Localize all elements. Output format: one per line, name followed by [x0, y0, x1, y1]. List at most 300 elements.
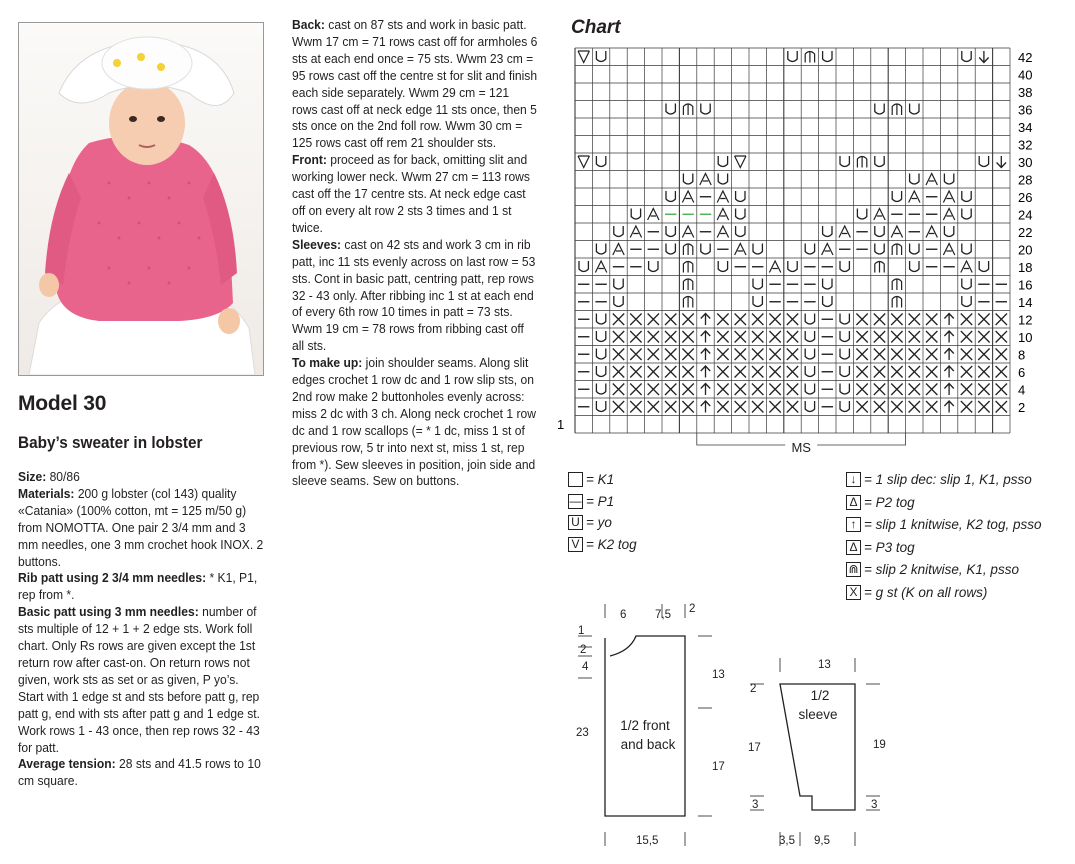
gst-symbol [926, 384, 937, 396]
p3tog-symbol [682, 191, 693, 203]
materials-paragraph [18, 486, 264, 571]
chart-row-number: 42 [1018, 49, 1033, 65]
gst-symbol [682, 314, 693, 326]
yo-symbol [614, 226, 623, 237]
dim-right-13: 13 [712, 669, 725, 681]
chart-row-number: 36 [1018, 102, 1033, 118]
gst-symbol [996, 401, 1007, 413]
gst-symbol [630, 331, 641, 343]
instructions-paragraph [292, 152, 538, 237]
yo-symbol [596, 401, 605, 412]
yo-symbol [631, 209, 640, 220]
legend-row-slipdec [846, 472, 1032, 487]
gst-symbol [769, 331, 780, 343]
yo-symbol [805, 314, 814, 325]
p3tog-symbol [630, 226, 641, 238]
dim-front-top-6: 6 [620, 609, 627, 621]
materials-paragraph-text: number of sts multiple of 12 + 1 + 2 edge sts. Work foll chart. Only Rs rows are given except the 1st return row after cast-on. On return rows not given, work sts as set or as given, P yo’s. Start with 1 edge st and sts before patt g, rep patt g, end with sts after patt g and 1 edge st. Work rows 1 - 43 once, then rep rows 32 - 43 for patt. [18, 604, 260, 755]
gst-symbol [648, 384, 659, 396]
chart-row-number: 6 [1018, 364, 1026, 380]
slipdec-symbol [979, 51, 988, 63]
chart-row-number: 18 [1018, 259, 1033, 275]
yo-symbol [666, 191, 675, 202]
yo-symbol [962, 191, 971, 202]
gst-symbol [769, 401, 780, 413]
legend-text: = g st (K on all rows) [864, 584, 988, 600]
yo-symbol [614, 279, 623, 290]
k2tog-symbol [578, 51, 589, 63]
slipk2-symbol [701, 331, 710, 343]
gst-symbol [909, 384, 920, 396]
dim-sleeve-right-3: 3 [871, 799, 878, 811]
gst-symbol [717, 349, 728, 361]
yo-symbol [805, 384, 814, 395]
gst-symbol [613, 349, 624, 361]
gst-symbol [630, 401, 641, 413]
gst-symbol [926, 401, 937, 413]
yo-symbol [683, 174, 692, 185]
materials-paragraph-label: Basic patt using 3 mm needles: [18, 604, 199, 620]
gst-symbol [856, 349, 867, 361]
gst-symbol [682, 331, 693, 343]
yo-symbol [979, 156, 988, 167]
yo-symbol [910, 261, 919, 272]
slip2-symbol [875, 262, 884, 273]
materials-paragraph-label: Average tension: [18, 756, 116, 772]
chart-row-number: 28 [1018, 172, 1033, 188]
slip2-symbol [892, 244, 901, 255]
gst-symbol [856, 366, 867, 378]
yo-symbol [736, 209, 745, 220]
chart-row-number: 30 [1018, 154, 1033, 170]
instructions-text-column [292, 17, 538, 490]
gst-symbol [752, 384, 763, 396]
legend-text: = K1 [586, 472, 615, 487]
yo-symbol [840, 261, 849, 272]
gst-symbol [996, 331, 1007, 343]
slip2-symbol [857, 157, 866, 168]
chart-symbols [578, 51, 1007, 413]
slipk2-icon: ↑ [846, 517, 861, 532]
chart-row-number: 2 [1018, 399, 1026, 415]
dim-right-17: 17 [712, 761, 725, 773]
dim-left-4: 4 [582, 661, 589, 673]
gst-symbol [874, 314, 885, 326]
gst-symbol [665, 331, 676, 343]
yo-symbol [753, 296, 762, 307]
yo-symbol [805, 366, 814, 377]
gst-symbol [961, 314, 972, 326]
yo-symbol [840, 366, 849, 377]
yo-symbol [736, 226, 745, 237]
yo-symbol [910, 104, 919, 115]
chart-row-number-1: 1 [557, 417, 565, 432]
legend-text: = slip 1 knitwise, K2 tog, psso [864, 517, 1042, 532]
gst-symbol [752, 366, 763, 378]
gst-symbol [996, 349, 1007, 361]
gst-symbol [926, 366, 937, 378]
gst-symbol [682, 384, 693, 396]
gst-symbol [630, 384, 641, 396]
yo-symbol [962, 209, 971, 220]
gst-symbol [926, 331, 937, 343]
slipk2-symbol [944, 401, 953, 413]
model-title: Model 30 [18, 392, 107, 415]
gst-symbol [648, 314, 659, 326]
gst-symbol [682, 401, 693, 413]
yo-symbol [753, 279, 762, 290]
gst-symbol [909, 401, 920, 413]
slipk2-symbol [701, 384, 710, 396]
gst-symbol [648, 401, 659, 413]
p3tog-symbol [891, 226, 902, 238]
legend-right [846, 472, 1071, 612]
slipdec-icon: ↓ [846, 472, 861, 487]
p3tog-symbol [717, 209, 728, 221]
legend-text: = yo [586, 515, 612, 530]
gst-symbol [735, 349, 746, 361]
p3tog-symbol [943, 209, 954, 221]
chart-row-number: 20 [1018, 242, 1033, 258]
materials-paragraph-label: Materials: [18, 485, 75, 501]
slip2-symbol [892, 104, 901, 115]
front-back-label-2: and back [620, 737, 676, 752]
yo-symbol [736, 191, 745, 202]
yo-symbol [701, 244, 710, 255]
gst-symbol [665, 349, 676, 361]
gst-symbol [665, 401, 676, 413]
p3tog-symbol [700, 174, 711, 186]
gst-symbol [874, 331, 885, 343]
yo-symbol [718, 156, 727, 167]
yo-symbol [962, 244, 971, 255]
dim-sleeve-left-3: 3 [752, 799, 759, 811]
gst-symbol [891, 349, 902, 361]
sleeve-label-2: sleeve [798, 707, 838, 722]
p3tog-symbol [648, 209, 659, 221]
yo-symbol [875, 104, 884, 115]
yo-symbol [840, 156, 849, 167]
p3tog-symbol [735, 244, 746, 256]
slip2-icon: ⋒ [846, 562, 861, 577]
gst-symbol [717, 331, 728, 343]
gst-symbol [961, 331, 972, 343]
gst-symbol [752, 401, 763, 413]
yo-symbol [805, 244, 814, 255]
dim-left-1: 1 [578, 625, 585, 637]
gst-symbol [978, 331, 989, 343]
gst-symbol [978, 314, 989, 326]
yo-symbol [718, 174, 727, 185]
yo-symbol [596, 314, 605, 325]
yo-symbol [596, 156, 605, 167]
yo-symbol [666, 226, 675, 237]
chart-row-number: 8 [1018, 347, 1026, 363]
instructions-paragraph-text: proceed as for back, omitting slit and working lower neck. Wwm 27 cm = 113 rows cast off the 17 centre sts. At neck edge cast off on every alt row 2 sts 3 times and 1 st twice. [292, 152, 530, 235]
dim-left-23: 23 [576, 727, 589, 739]
gst-symbol [856, 401, 867, 413]
legend-text: = P2 tog [864, 494, 915, 510]
gst-symbol [978, 384, 989, 396]
slip2-symbol [805, 52, 814, 63]
dim-sleeve-left-17: 17 [748, 742, 761, 754]
gst-symbol [648, 349, 659, 361]
slip2-symbol [683, 297, 692, 308]
k1-icon [568, 472, 583, 487]
slipk2-symbol [701, 366, 710, 378]
gst-symbol [787, 331, 798, 343]
chart-row-number: 22 [1018, 224, 1033, 240]
k2tog-symbol [735, 156, 746, 168]
instructions-paragraph-text: join shoulder seams. Along slit edges crochet 1 row dc and 1 row slip sts, on 2nd row make 2 buttonholes evenly across: miss 2 dc with 3 ch. Along neck crochet 1 row dc and 1 row scallops (= * 1 dc, miss 1 st of previous row, 5 tr into next st, miss 1 st, rep from *). Sew sleeves in position, join side and sleeve seams. Sew on buttons. [292, 355, 536, 489]
gst-symbol [909, 331, 920, 343]
gst-symbol [717, 314, 728, 326]
chart-row-number: 4 [1018, 382, 1026, 398]
legend-row-p1 [568, 494, 614, 509]
gst-symbol [891, 384, 902, 396]
gst-symbol [769, 366, 780, 378]
chart-row-number: 12 [1018, 312, 1033, 328]
slip2-symbol [683, 262, 692, 273]
instructions-paragraph-label: To make up: [292, 355, 363, 371]
instructions-paragraph [292, 17, 538, 152]
yo-symbol [788, 51, 797, 62]
yo-symbol [614, 296, 623, 307]
yo-symbol [666, 244, 675, 255]
p3tog-symbol [874, 209, 885, 221]
legend-row-slip2 [846, 562, 1019, 577]
baby-photo [18, 22, 264, 376]
gst-symbol [996, 366, 1007, 378]
gst-symbol [909, 349, 920, 361]
slipk2-symbol [944, 384, 953, 396]
yo-symbol [944, 226, 953, 237]
gst-symbol [961, 366, 972, 378]
slipk2-symbol [701, 314, 710, 326]
gst-symbol [630, 366, 641, 378]
dim-sleeve-bottom-3-5: 3,5 [779, 835, 795, 847]
legend-text: = K2 tog [586, 536, 637, 552]
gst-symbol [682, 366, 693, 378]
gst-symbol [978, 349, 989, 361]
materials-paragraph [18, 570, 264, 604]
yo-symbol [596, 349, 605, 360]
p3tog-symbol [839, 226, 850, 238]
pattern-subtitle: Baby’s sweater in lobster [18, 434, 203, 452]
p3tog-symbol [909, 191, 920, 203]
dim-bottom-15-5: 15,5 [636, 835, 659, 847]
gst-symbol [613, 331, 624, 343]
gst-symbol [613, 401, 624, 413]
instructions-paragraph-text: cast on 87 sts and work in basic patt. Wwm 17 cm = 71 rows cast off for armholes 6 sts at each end once = 75 sts. Wwm 23 cm = 95 rows cast off the centre st for slit and finish each side separately. Wwm 29 cm = 121 rows cast off at neck edge 11 sts once, then 5 sts once on the 2nd foll row. Wwm 30 cm = 125 rows cast off rem 21 shoulder sts. [292, 17, 538, 151]
yo-symbol [875, 156, 884, 167]
gst-symbol [856, 384, 867, 396]
gst-symbol [787, 401, 798, 413]
yo-symbol [979, 261, 988, 272]
chart-row-number: 14 [1018, 294, 1033, 310]
gst-symbol [787, 384, 798, 396]
dim-left-2: 2 [580, 644, 587, 656]
slipk2-symbol [944, 331, 953, 343]
instructions-paragraph-label: Sleeves: [292, 236, 342, 252]
dim-front-top-7-5: 7,5 [655, 609, 671, 621]
slip2-symbol [683, 104, 692, 115]
slipk2-symbol [944, 349, 953, 361]
gst-symbol [874, 384, 885, 396]
garment-schematics [560, 596, 920, 858]
legend-row-k1 [568, 472, 614, 487]
materials-paragraph-label: Size: [18, 469, 47, 484]
gst-symbol [926, 349, 937, 361]
k2tog-icon: V [568, 537, 583, 552]
yo-symbol [823, 226, 832, 237]
p3tog-symbol [926, 174, 937, 186]
slipk2-symbol [944, 314, 953, 326]
legend-left [568, 472, 788, 562]
legend-row-slipk2 [846, 517, 1041, 532]
slipk2-symbol [701, 401, 710, 413]
gst-symbol [787, 314, 798, 326]
slipk2-symbol [701, 349, 710, 361]
gst-symbol [630, 314, 641, 326]
gst-symbol [613, 384, 624, 396]
yo-symbol [701, 104, 710, 115]
yo-symbol [875, 244, 884, 255]
gst-symbol [874, 349, 885, 361]
p3tog-symbol [595, 261, 606, 273]
slipdec-symbol [997, 156, 1006, 168]
gst-symbol [735, 331, 746, 343]
gst-symbol [891, 331, 902, 343]
gst-symbol [996, 384, 1007, 396]
yo-symbol [823, 296, 832, 307]
legend-row-k2tog [568, 537, 637, 552]
front-back-label-1: 1/2 front [620, 718, 670, 733]
yo-symbol [596, 366, 605, 377]
legend-text: = slip 2 knitwise, K1, psso [864, 562, 1019, 577]
gst-symbol [874, 366, 885, 378]
dim-front-top-2: 2 [689, 603, 696, 615]
yo-symbol [840, 349, 849, 360]
gst-symbol [648, 331, 659, 343]
gst-icon: X [846, 585, 861, 600]
yo-symbol [962, 296, 971, 307]
chart-row-number: 38 [1018, 84, 1033, 100]
gst-symbol [630, 349, 641, 361]
yo-symbol [805, 401, 814, 412]
yo-symbol [840, 401, 849, 412]
materials-paragraph [18, 469, 264, 486]
yo-symbol [944, 174, 953, 185]
yo-symbol [892, 191, 901, 202]
gst-symbol [735, 314, 746, 326]
chart-row-number: 10 [1018, 329, 1033, 345]
chart-row-number: 32 [1018, 137, 1033, 153]
gst-symbol [735, 384, 746, 396]
yo-symbol [805, 331, 814, 342]
gst-symbol [735, 366, 746, 378]
yo-symbol [875, 226, 884, 237]
slip2-symbol [683, 279, 692, 290]
materials-paragraph-text: 80/86 [46, 469, 80, 484]
p3tog-symbol [717, 226, 728, 238]
gst-symbol [613, 314, 624, 326]
instructions-paragraph [292, 237, 538, 355]
gst-symbol [891, 401, 902, 413]
p3tog-symbol [926, 226, 937, 238]
knitting-chart [555, 40, 1055, 465]
dim-sleeve-left-2: 2 [750, 683, 757, 695]
dim-sleeve-right-19: 19 [873, 739, 886, 751]
legend-row-p2tog [846, 495, 915, 510]
gst-symbol [769, 349, 780, 361]
p3tog-symbol [613, 244, 624, 256]
yo-symbol [840, 384, 849, 395]
gst-symbol [909, 366, 920, 378]
yo-symbol [666, 104, 675, 115]
materials-text-column [18, 469, 264, 790]
instructions-paragraph-label: Back: [292, 17, 325, 32]
p3tog-symbol [943, 244, 954, 256]
gst-symbol [978, 366, 989, 378]
k2tog-symbol [578, 156, 589, 168]
yo-symbol [840, 314, 849, 325]
materials-paragraph [18, 756, 264, 790]
gst-symbol [961, 384, 972, 396]
gst-symbol [769, 384, 780, 396]
yo-symbol [840, 331, 849, 342]
gst-symbol [665, 384, 676, 396]
yo-symbol [596, 244, 605, 255]
legend-text: = 1 slip dec: slip 1, K1, psso [864, 472, 1032, 487]
p3tog-symbol [822, 244, 833, 256]
instructions-paragraph [292, 355, 538, 490]
materials-paragraph-text: 28 sts and 41.5 rows to 10 cm square. [18, 756, 261, 789]
legend-text: = P1 [586, 493, 615, 509]
gst-symbol [961, 401, 972, 413]
yo-symbol [596, 51, 605, 62]
gst-symbol [735, 401, 746, 413]
p3tog-symbol [682, 226, 693, 238]
gst-symbol [682, 349, 693, 361]
yo-symbol [857, 209, 866, 220]
gst-symbol [909, 314, 920, 326]
legend-row-p3tog [846, 540, 915, 555]
yo-symbol [823, 279, 832, 290]
gst-symbol [752, 349, 763, 361]
instructions-paragraph-text: cast on 42 sts and work 3 cm in rib patt, inc 11 sts evenly across on last row = 53 sts. Cont in basic patt, centring patt, rep rows 32 - 43 only. After ribbing inc 1 st at each end of every 6th row 10 times in patt = 73 sts. Wwm 19 cm = 78 rows from ribbing cast off all sts. [292, 236, 536, 354]
chart-row-number: 24 [1018, 207, 1033, 223]
chart-row-number: 40 [1018, 67, 1033, 83]
yo-symbol [910, 174, 919, 185]
chart-row-number: 16 [1018, 277, 1033, 293]
gst-symbol [961, 349, 972, 361]
materials-paragraph-text: 200 g lobster (col 143) quality «Catania» (100% cotton, mt = 125 m/50 g) from NOMOTTA. One pair 2 3/4 mm and 3 mm needles, one 3 mm crochet hook INOX. 2 buttons. [18, 485, 264, 569]
gst-symbol [787, 349, 798, 361]
p3tog-symbol [769, 261, 780, 273]
gst-symbol [891, 314, 902, 326]
legend-row-yo [568, 515, 612, 530]
slip2-symbol [892, 279, 901, 290]
gst-symbol [926, 314, 937, 326]
legend-text: = P3 tog [864, 539, 915, 555]
gst-symbol [769, 314, 780, 326]
yo-symbol [788, 261, 797, 272]
baby-photo-illustration [19, 23, 263, 375]
gst-symbol [717, 384, 728, 396]
gst-symbol [613, 366, 624, 378]
yo-symbol [579, 261, 588, 272]
